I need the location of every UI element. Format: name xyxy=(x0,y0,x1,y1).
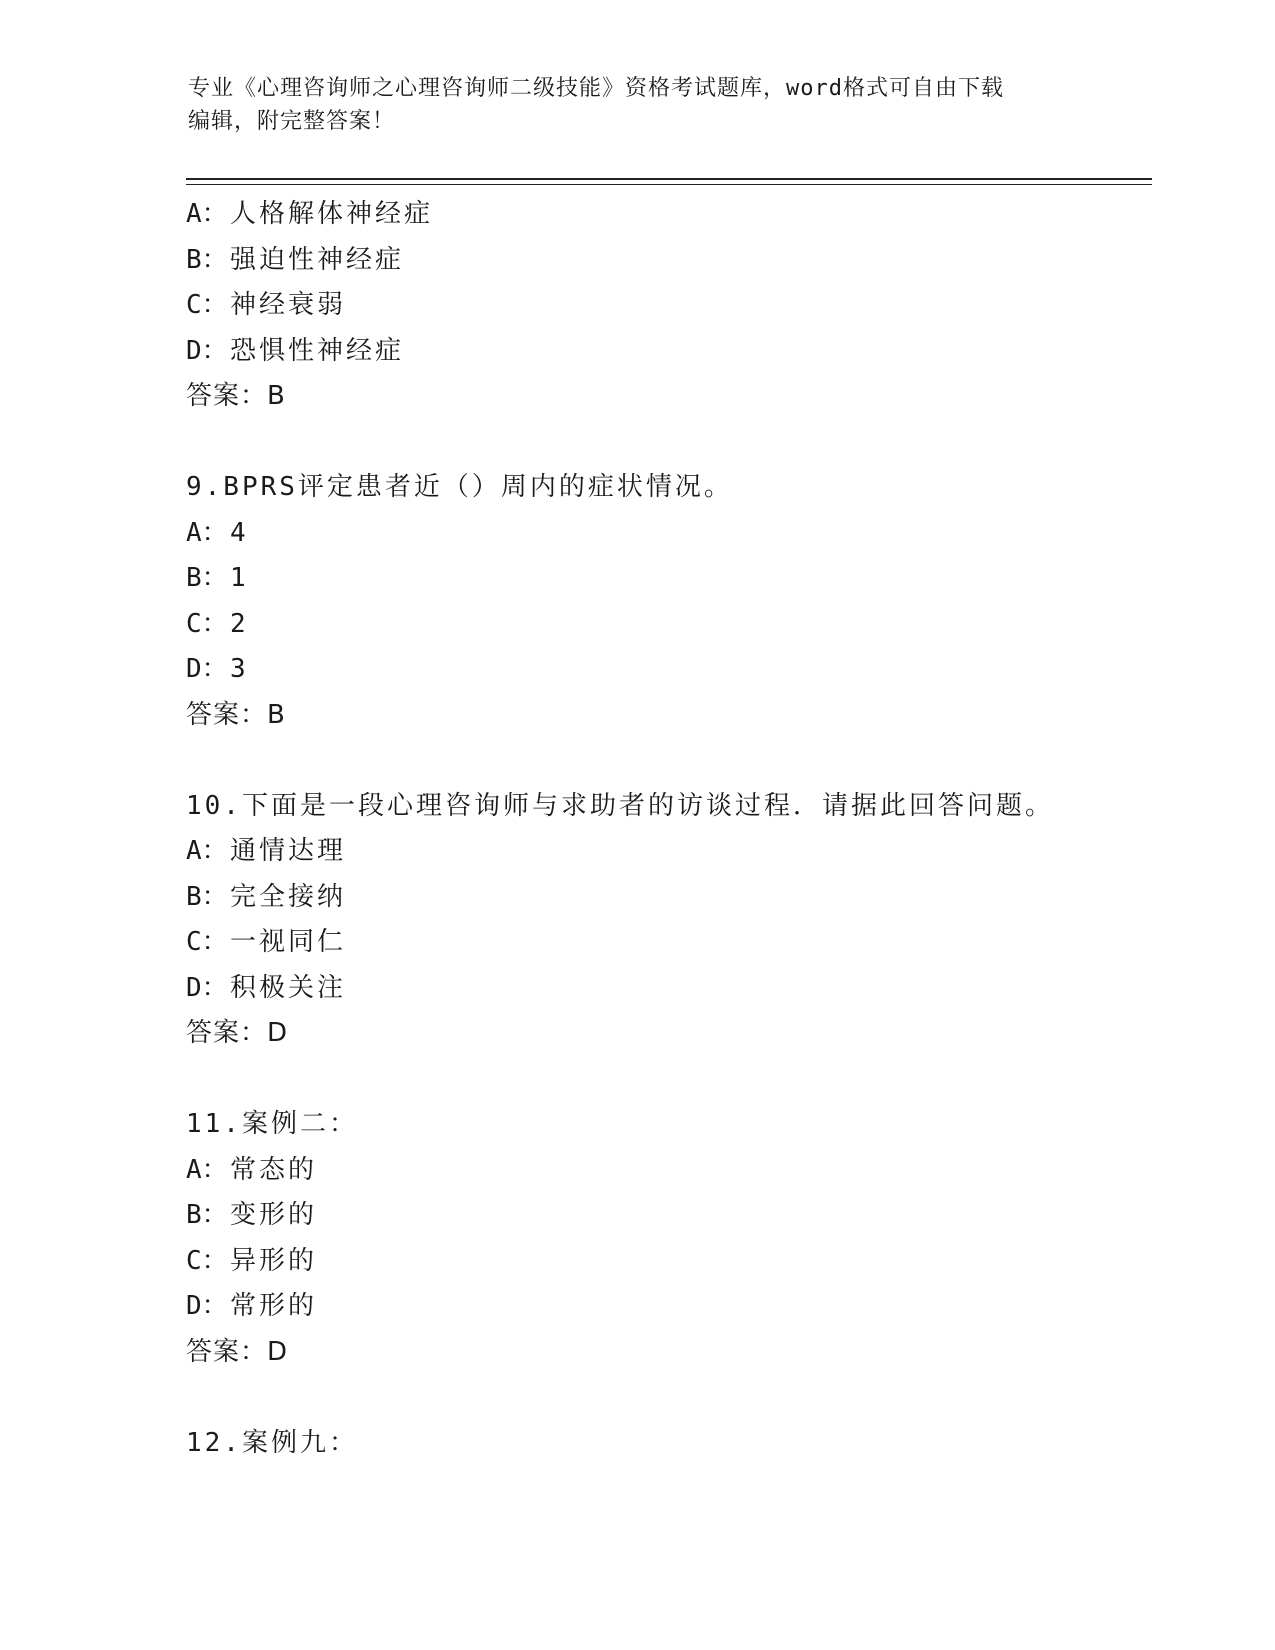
question-10 xyxy=(186,784,1146,1057)
option-b xyxy=(186,1193,1146,1239)
option-b xyxy=(186,238,1146,284)
option-text: 神经衰弱 xyxy=(230,290,347,320)
option-letter: D： xyxy=(186,1291,228,1321)
question-text: 11.案例二： xyxy=(186,1109,358,1139)
answer: 答案：D xyxy=(186,1336,289,1367)
option-text: 强迫性神经症 xyxy=(230,244,405,275)
answer: 答案：B xyxy=(186,699,286,730)
option-b xyxy=(186,556,1146,602)
option-text: 变形的 xyxy=(230,1200,318,1230)
header-line-2: 编辑，附完整答案！ xyxy=(188,109,396,134)
option-letter: D： xyxy=(186,654,228,684)
question-text: 12.案例九： xyxy=(186,1427,358,1458)
option-letter: A： xyxy=(186,517,228,548)
option-letter: A： xyxy=(186,1154,228,1185)
question-9 xyxy=(186,465,1146,738)
question-text: 9.BPRS评定患者近（）周内的症状情况。 xyxy=(186,472,733,502)
header-divider-thick xyxy=(186,178,1152,180)
option-letter: D： xyxy=(186,335,228,366)
option-text: 恐惧性神经症 xyxy=(230,335,405,366)
option-letter: B： xyxy=(186,1200,228,1230)
option-text: 常态的 xyxy=(230,1154,318,1185)
option-letter: A： xyxy=(186,199,228,229)
option-letter: B： xyxy=(186,563,228,593)
question-11 xyxy=(186,1102,1146,1375)
option-text: 积极关注 xyxy=(230,972,347,1003)
option-letter: A： xyxy=(186,836,228,866)
question-text: 10.下面是一段心理咨询师与求助者的访谈过程．请据此回答问题。 xyxy=(186,790,1054,821)
option-text: 1 xyxy=(230,563,249,593)
answer: 答案：D xyxy=(186,1018,289,1048)
option-letter: C： xyxy=(186,927,228,957)
header-divider-thin xyxy=(186,184,1152,185)
option-text: 一视同仁 xyxy=(230,927,347,957)
header-line-1: 专业《心理咨询师之心理咨询师二级技能》资格考试题库，word格式可自由下载 xyxy=(188,76,1004,101)
option-letter: C： xyxy=(186,290,228,320)
option-text: 3 xyxy=(230,654,249,684)
option-d xyxy=(186,329,1146,375)
option-letter: D： xyxy=(186,972,228,1003)
option-text: 异形的 xyxy=(230,1245,318,1276)
option-c xyxy=(186,283,1146,329)
option-letter: C： xyxy=(186,1245,228,1276)
option-text: 2 xyxy=(230,608,249,639)
question-8 xyxy=(186,192,1146,420)
option-text: 4 xyxy=(230,517,249,548)
option-d xyxy=(186,1284,1146,1330)
question-12 xyxy=(186,1421,1146,1467)
option-a xyxy=(186,192,1146,238)
option-a xyxy=(186,829,1146,875)
question-list xyxy=(186,192,1146,1466)
option-text: 通情达理 xyxy=(230,836,347,866)
option-text: 常形的 xyxy=(230,1291,318,1321)
option-b xyxy=(186,875,1146,921)
option-letter: B： xyxy=(186,881,228,912)
option-d xyxy=(186,966,1146,1012)
option-d xyxy=(186,647,1146,693)
option-a xyxy=(186,1148,1146,1194)
document-header xyxy=(188,72,1088,138)
option-text: 完全接纳 xyxy=(230,881,347,912)
option-c xyxy=(186,920,1146,966)
option-letter: B： xyxy=(186,244,228,275)
option-c xyxy=(186,602,1146,648)
option-a xyxy=(186,511,1146,557)
option-c xyxy=(186,1239,1146,1285)
option-text: 人格解体神经症 xyxy=(230,199,434,229)
answer: 答案：B xyxy=(186,381,286,411)
option-letter: C： xyxy=(186,608,228,639)
